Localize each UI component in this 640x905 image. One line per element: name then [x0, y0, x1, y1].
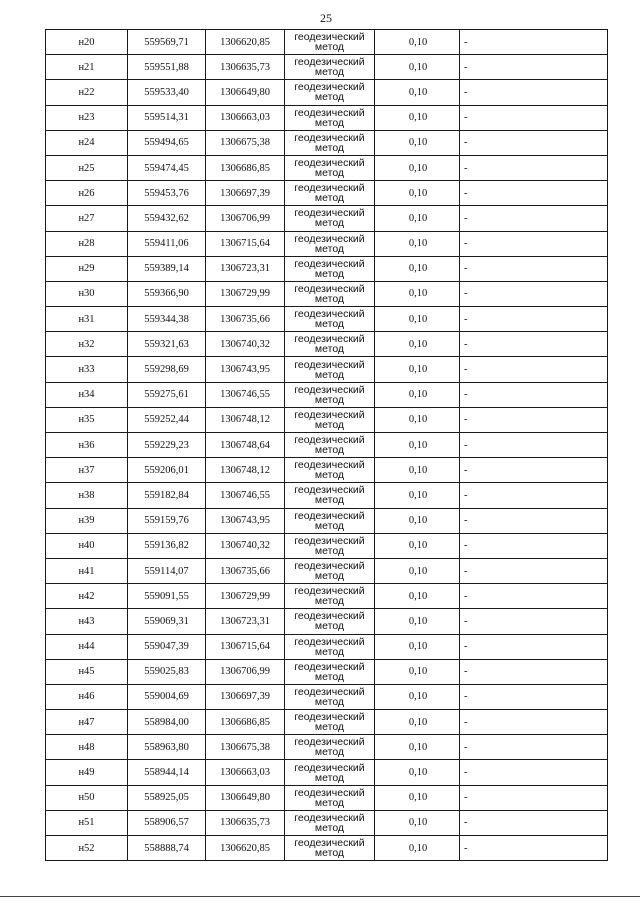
- y-coordinate-cell: 1306746,55: [206, 382, 285, 407]
- y-coordinate-cell: 1306635,73: [206, 55, 285, 80]
- description-cell: -: [460, 30, 608, 55]
- table-row: [46, 684, 608, 709]
- point-number-cell: н46: [46, 684, 128, 709]
- point-number-cell: н38: [46, 483, 128, 508]
- method-cell: геодезический метод: [285, 533, 375, 558]
- accuracy-cell: 0,10: [375, 684, 460, 709]
- table-row: [46, 810, 608, 835]
- point-number-cell: н29: [46, 256, 128, 281]
- description-cell: -: [460, 407, 608, 432]
- point-number-cell: н44: [46, 634, 128, 659]
- description-cell: -: [460, 281, 608, 306]
- method-cell: геодезический метод: [285, 735, 375, 760]
- y-coordinate-cell: 1306697,39: [206, 181, 285, 206]
- method-cell: геодезический метод: [285, 105, 375, 130]
- table-row: [46, 634, 608, 659]
- method-cell: геодезический метод: [285, 433, 375, 458]
- accuracy-cell: 0,10: [375, 836, 460, 861]
- method-cell: геодезический метод: [285, 80, 375, 105]
- accuracy-cell: 0,10: [375, 508, 460, 533]
- table-row: [46, 105, 608, 130]
- method-cell: геодезический метод: [285, 307, 375, 332]
- x-coordinate-cell: 559004,69: [128, 684, 206, 709]
- method-cell: геодезический метод: [285, 710, 375, 735]
- table-row: [46, 281, 608, 306]
- accuracy-cell: 0,10: [375, 256, 460, 281]
- description-cell: -: [460, 55, 608, 80]
- point-number-cell: н22: [46, 80, 128, 105]
- accuracy-cell: 0,10: [375, 584, 460, 609]
- point-number-cell: н28: [46, 231, 128, 256]
- description-cell: -: [460, 558, 608, 583]
- accuracy-cell: 0,10: [375, 458, 460, 483]
- description-cell: -: [460, 584, 608, 609]
- coordinates-table-body: [46, 30, 608, 861]
- bottom-divider: [0, 896, 640, 897]
- x-coordinate-cell: 559298,69: [128, 357, 206, 382]
- table-row: [46, 206, 608, 231]
- y-coordinate-cell: 1306748,12: [206, 458, 285, 483]
- y-coordinate-cell: 1306729,99: [206, 584, 285, 609]
- coordinates-table: [45, 29, 608, 861]
- y-coordinate-cell: 1306743,95: [206, 357, 285, 382]
- page-number: 25: [320, 11, 332, 25]
- description-cell: -: [460, 684, 608, 709]
- table-row: [46, 181, 608, 206]
- point-number-cell: н45: [46, 659, 128, 684]
- description-cell: -: [460, 659, 608, 684]
- x-coordinate-cell: 559114,07: [128, 558, 206, 583]
- x-coordinate-cell: 559453,76: [128, 181, 206, 206]
- x-coordinate-cell: 559533,40: [128, 80, 206, 105]
- description-cell: -: [460, 760, 608, 785]
- description-cell: -: [460, 836, 608, 861]
- method-cell: геодезический метод: [285, 256, 375, 281]
- point-number-cell: н34: [46, 382, 128, 407]
- y-coordinate-cell: 1306663,03: [206, 105, 285, 130]
- accuracy-cell: 0,10: [375, 155, 460, 180]
- method-cell: геодезический метод: [285, 584, 375, 609]
- point-number-cell: н20: [46, 30, 128, 55]
- table-row: [46, 155, 608, 180]
- y-coordinate-cell: 1306686,85: [206, 710, 285, 735]
- x-coordinate-cell: 559229,23: [128, 433, 206, 458]
- y-coordinate-cell: 1306740,32: [206, 332, 285, 357]
- y-coordinate-cell: 1306748,12: [206, 407, 285, 432]
- accuracy-cell: 0,10: [375, 130, 460, 155]
- y-coordinate-cell: 1306715,64: [206, 231, 285, 256]
- point-number-cell: н35: [46, 407, 128, 432]
- method-cell: геодезический метод: [285, 281, 375, 306]
- table-row: [46, 256, 608, 281]
- method-cell: геодезический метод: [285, 332, 375, 357]
- method-cell: геодезический метод: [285, 458, 375, 483]
- table-row: [46, 483, 608, 508]
- accuracy-cell: 0,10: [375, 55, 460, 80]
- y-coordinate-cell: 1306620,85: [206, 30, 285, 55]
- x-coordinate-cell: 559275,61: [128, 382, 206, 407]
- x-coordinate-cell: 559494,65: [128, 130, 206, 155]
- table-row: [46, 584, 608, 609]
- table-row: [46, 382, 608, 407]
- table-row: [46, 80, 608, 105]
- table-row: [46, 307, 608, 332]
- x-coordinate-cell: 559252,44: [128, 407, 206, 432]
- y-coordinate-cell: 1306635,73: [206, 810, 285, 835]
- description-cell: -: [460, 357, 608, 382]
- x-coordinate-cell: 559069,31: [128, 609, 206, 634]
- table-row: [46, 735, 608, 760]
- method-cell: геодезический метод: [285, 155, 375, 180]
- table-row: [46, 836, 608, 861]
- table-row: [46, 407, 608, 432]
- x-coordinate-cell: 559344,38: [128, 307, 206, 332]
- point-number-cell: н25: [46, 155, 128, 180]
- description-cell: -: [460, 810, 608, 835]
- y-coordinate-cell: 1306706,99: [206, 206, 285, 231]
- x-coordinate-cell: 558888,74: [128, 836, 206, 861]
- accuracy-cell: 0,10: [375, 30, 460, 55]
- method-cell: геодезический метод: [285, 634, 375, 659]
- method-cell: геодезический метод: [285, 206, 375, 231]
- y-coordinate-cell: 1306748,64: [206, 433, 285, 458]
- method-cell: геодезический метод: [285, 30, 375, 55]
- x-coordinate-cell: 559025,83: [128, 659, 206, 684]
- point-number-cell: н42: [46, 584, 128, 609]
- y-coordinate-cell: 1306723,31: [206, 609, 285, 634]
- description-cell: -: [460, 307, 608, 332]
- x-coordinate-cell: 559206,01: [128, 458, 206, 483]
- table-row: [46, 508, 608, 533]
- x-coordinate-cell: 559569,71: [128, 30, 206, 55]
- y-coordinate-cell: 1306649,80: [206, 80, 285, 105]
- point-number-cell: н48: [46, 735, 128, 760]
- x-coordinate-cell: 558944,14: [128, 760, 206, 785]
- point-number-cell: н32: [46, 332, 128, 357]
- description-cell: -: [460, 735, 608, 760]
- point-number-cell: н31: [46, 307, 128, 332]
- x-coordinate-cell: 558984,00: [128, 710, 206, 735]
- description-cell: -: [460, 105, 608, 130]
- table-row: [46, 231, 608, 256]
- table-row: [46, 433, 608, 458]
- description-cell: -: [460, 609, 608, 634]
- point-number-cell: н33: [46, 357, 128, 382]
- point-number-cell: н21: [46, 55, 128, 80]
- description-cell: -: [460, 433, 608, 458]
- point-number-cell: н40: [46, 533, 128, 558]
- y-coordinate-cell: 1306746,55: [206, 483, 285, 508]
- accuracy-cell: 0,10: [375, 785, 460, 810]
- description-cell: -: [460, 458, 608, 483]
- accuracy-cell: 0,10: [375, 710, 460, 735]
- y-coordinate-cell: 1306743,95: [206, 508, 285, 533]
- accuracy-cell: 0,10: [375, 433, 460, 458]
- accuracy-cell: 0,10: [375, 281, 460, 306]
- method-cell: геодезический метод: [285, 130, 375, 155]
- point-number-cell: н27: [46, 206, 128, 231]
- accuracy-cell: 0,10: [375, 760, 460, 785]
- point-number-cell: н41: [46, 558, 128, 583]
- y-coordinate-cell: 1306620,85: [206, 836, 285, 861]
- point-number-cell: н26: [46, 181, 128, 206]
- table-row: [46, 785, 608, 810]
- x-coordinate-cell: 559321,63: [128, 332, 206, 357]
- point-number-cell: н50: [46, 785, 128, 810]
- x-coordinate-cell: 559159,76: [128, 508, 206, 533]
- y-coordinate-cell: 1306675,38: [206, 735, 285, 760]
- method-cell: геодезический метод: [285, 659, 375, 684]
- method-cell: геодезический метод: [285, 181, 375, 206]
- description-cell: -: [460, 256, 608, 281]
- method-cell: геодезический метод: [285, 785, 375, 810]
- method-cell: геодезический метод: [285, 558, 375, 583]
- accuracy-cell: 0,10: [375, 735, 460, 760]
- x-coordinate-cell: 559389,14: [128, 256, 206, 281]
- table-row: [46, 609, 608, 634]
- point-number-cell: н39: [46, 508, 128, 533]
- table-row: [46, 30, 608, 55]
- y-coordinate-cell: 1306715,64: [206, 634, 285, 659]
- table-row: [46, 659, 608, 684]
- x-coordinate-cell: 559366,90: [128, 281, 206, 306]
- description-cell: -: [460, 382, 608, 407]
- x-coordinate-cell: 559432,62: [128, 206, 206, 231]
- x-coordinate-cell: 558906,57: [128, 810, 206, 835]
- accuracy-cell: 0,10: [375, 357, 460, 382]
- x-coordinate-cell: 559047,39: [128, 634, 206, 659]
- table-row: [46, 458, 608, 483]
- description-cell: -: [460, 508, 608, 533]
- description-cell: -: [460, 231, 608, 256]
- accuracy-cell: 0,10: [375, 483, 460, 508]
- table-row: [46, 357, 608, 382]
- x-coordinate-cell: 559551,88: [128, 55, 206, 80]
- x-coordinate-cell: 559091,55: [128, 584, 206, 609]
- description-cell: -: [460, 634, 608, 659]
- description-cell: -: [460, 181, 608, 206]
- method-cell: геодезический метод: [285, 684, 375, 709]
- method-cell: геодезический метод: [285, 357, 375, 382]
- y-coordinate-cell: 1306723,31: [206, 256, 285, 281]
- y-coordinate-cell: 1306740,32: [206, 533, 285, 558]
- method-cell: геодезический метод: [285, 609, 375, 634]
- accuracy-cell: 0,10: [375, 533, 460, 558]
- method-cell: геодезический метод: [285, 836, 375, 861]
- x-coordinate-cell: 559474,45: [128, 155, 206, 180]
- y-coordinate-cell: 1306706,99: [206, 659, 285, 684]
- method-cell: геодезический метод: [285, 760, 375, 785]
- accuracy-cell: 0,10: [375, 206, 460, 231]
- accuracy-cell: 0,10: [375, 634, 460, 659]
- y-coordinate-cell: 1306735,66: [206, 307, 285, 332]
- method-cell: геодезический метод: [285, 810, 375, 835]
- accuracy-cell: 0,10: [375, 810, 460, 835]
- description-cell: -: [460, 206, 608, 231]
- point-number-cell: н23: [46, 105, 128, 130]
- point-number-cell: н43: [46, 609, 128, 634]
- accuracy-cell: 0,10: [375, 558, 460, 583]
- description-cell: -: [460, 785, 608, 810]
- point-number-cell: н36: [46, 433, 128, 458]
- description-cell: -: [460, 483, 608, 508]
- point-number-cell: н51: [46, 810, 128, 835]
- point-number-cell: н49: [46, 760, 128, 785]
- accuracy-cell: 0,10: [375, 609, 460, 634]
- method-cell: геодезический метод: [285, 483, 375, 508]
- method-cell: геодезический метод: [285, 508, 375, 533]
- method-cell: геодезический метод: [285, 407, 375, 432]
- method-cell: геодезический метод: [285, 231, 375, 256]
- accuracy-cell: 0,10: [375, 105, 460, 130]
- table-row: [46, 533, 608, 558]
- description-cell: -: [460, 710, 608, 735]
- accuracy-cell: 0,10: [375, 407, 460, 432]
- accuracy-cell: 0,10: [375, 181, 460, 206]
- y-coordinate-cell: 1306649,80: [206, 785, 285, 810]
- table-row: [46, 55, 608, 80]
- table-row: [46, 558, 608, 583]
- x-coordinate-cell: 558963,80: [128, 735, 206, 760]
- description-cell: -: [460, 155, 608, 180]
- method-cell: геодезический метод: [285, 382, 375, 407]
- y-coordinate-cell: 1306675,38: [206, 130, 285, 155]
- accuracy-cell: 0,10: [375, 382, 460, 407]
- point-number-cell: н37: [46, 458, 128, 483]
- point-number-cell: н52: [46, 836, 128, 861]
- y-coordinate-cell: 1306735,66: [206, 558, 285, 583]
- table-row: [46, 710, 608, 735]
- x-coordinate-cell: 558925,05: [128, 785, 206, 810]
- accuracy-cell: 0,10: [375, 231, 460, 256]
- accuracy-cell: 0,10: [375, 307, 460, 332]
- point-number-cell: н30: [46, 281, 128, 306]
- point-number-cell: н24: [46, 130, 128, 155]
- table-row: [46, 332, 608, 357]
- x-coordinate-cell: 559136,82: [128, 533, 206, 558]
- table-row: [46, 130, 608, 155]
- description-cell: -: [460, 533, 608, 558]
- accuracy-cell: 0,10: [375, 659, 460, 684]
- x-coordinate-cell: 559514,31: [128, 105, 206, 130]
- x-coordinate-cell: 559182,84: [128, 483, 206, 508]
- y-coordinate-cell: 1306686,85: [206, 155, 285, 180]
- description-cell: -: [460, 80, 608, 105]
- y-coordinate-cell: 1306729,99: [206, 281, 285, 306]
- method-cell: геодезический метод: [285, 55, 375, 80]
- table-row: [46, 760, 608, 785]
- description-cell: -: [460, 332, 608, 357]
- accuracy-cell: 0,10: [375, 332, 460, 357]
- accuracy-cell: 0,10: [375, 80, 460, 105]
- point-number-cell: н47: [46, 710, 128, 735]
- description-cell: -: [460, 130, 608, 155]
- x-coordinate-cell: 559411,06: [128, 231, 206, 256]
- y-coordinate-cell: 1306663,03: [206, 760, 285, 785]
- y-coordinate-cell: 1306697,39: [206, 684, 285, 709]
